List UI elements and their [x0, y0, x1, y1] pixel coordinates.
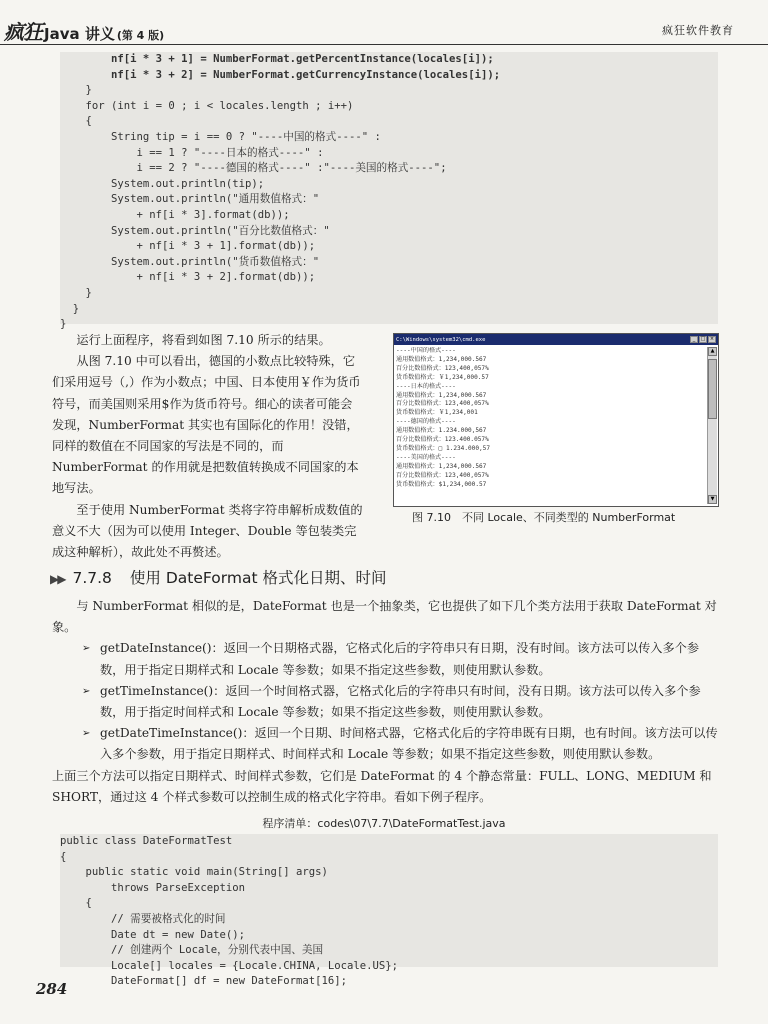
bullet-arrow-icon: ➢ [82, 643, 91, 655]
scroll-thumb [708, 359, 717, 419]
book-logo: 疯狂 [4, 20, 42, 44]
console-line: ----美国的格式---- [396, 453, 456, 461]
code-listing-bottom [60, 834, 718, 988]
console-line: 通用数值格式：1,234,000.567 [396, 355, 487, 363]
publisher-name: 疯狂软件教育 [662, 24, 734, 37]
section-title: 使用 DateFormat 格式化日期、时间 [129, 569, 387, 587]
code-line: + nf[i * 3].format(db)); [60, 208, 290, 221]
code-line: String tip = i == 0 ? "----中国的格式----" : [60, 130, 381, 143]
code-line: DateFormat[] df = new DateFormat[16]; [60, 975, 348, 988]
code-line: // 需要被格式化的时间 [60, 912, 226, 925]
code-line: nf[i * 3 + 1] = NumberFormat.getPercentInstance(locales[i]); [60, 53, 494, 65]
minimize-icon: _ [690, 336, 698, 343]
paragraph-style-constants: 上面三个方法可以指定日期样式、时间样式参数，它们是 DateFormat 的 4 个静态常量：FULL、LONG、MEDIUM 和 SHORT，通过这 4 个样式参数可以控制生成的格式化字符串。看如下例子程序。 [52, 768, 712, 804]
code-line: + nf[i * 3 + 2].format(db)); [60, 271, 316, 284]
section-arrows-icon: ▶▶ [50, 572, 65, 586]
console-scrollbar [707, 347, 717, 504]
code-line: nf[i * 3 + 2] = NumberFormat.getCurrencyInstance(locales[i]); [60, 68, 501, 81]
bullet-text: getDateTimeInstance()：返回一个日期、时间格式器，它格式化后的字符串既有日期，也有时间。该方法可以传入多个参数，用于指定日期样式、时间样式和 Locale 等参数；如果不指定这些参数，则使用默认参数。 [100, 726, 718, 762]
console-line: 货币数值格式：$1,234,000.57 [396, 480, 487, 488]
console-line: 通用数值格式：1,234,000.567 [396, 391, 487, 399]
console-line: 百分比数值格式：123,400,057% [396, 400, 489, 408]
console-line: 货币数值格式：□ 1.234.000,57 [396, 444, 491, 452]
bullet-arrow-icon: ➢ [82, 728, 91, 740]
console-line: 通用数值格式：1,234,000.567 [396, 462, 487, 470]
code-line: public static void main(String[] args) [60, 866, 328, 879]
code-line: } [60, 318, 67, 331]
paragraph-dateformat-intro: 与 NumberFormat 相似的是，DateFormat 也是一个抽象类，它也提供了如下几个类方法用于获取 DateFormat 对象。 [52, 599, 717, 635]
console-line: ----中国的格式---- [396, 347, 456, 354]
code-line: { [60, 115, 92, 128]
code-line: { [60, 897, 92, 910]
bullet-item-gettimeinstance [52, 681, 720, 723]
console-line: 百分比数值格式：123.400.057% [396, 436, 489, 444]
console-line: 百分比数值格式：123,400,057% [396, 471, 489, 479]
code-line: public class DateFormatTest [60, 835, 233, 847]
bullet-item-getdatetimeinstance [52, 723, 720, 765]
bullet-text: getDateInstance()：返回一个日期格式器，它格式化后的字符串只有日期，没有时间。该方法可以传入多个参数，用于指定日期样式和 Locale 等参数；如果不指定这些参数，则使用默认参数。 [100, 641, 700, 677]
code-top-lines [60, 52, 718, 333]
close-icon: × [709, 336, 715, 342]
book-header [4, 16, 164, 46]
code-line: System.out.println("通用数值格式：" [60, 193, 320, 206]
bullet-arrow-icon: ➢ [82, 685, 91, 697]
code-line: for (int i = 0 ; i < locales.length ; i++) [60, 99, 354, 112]
code-line: { [60, 850, 67, 863]
code-line: System.out.println(tip); [60, 177, 265, 190]
section-heading [50, 566, 386, 588]
console-title-bar [394, 334, 718, 345]
code-line: System.out.println("百分比数值格式：" [60, 224, 330, 237]
code-listing-top [60, 52, 718, 331]
code-line: + nf[i * 3 + 1].format(db)); [60, 240, 316, 253]
code-line: System.out.println("货币数值格式：" [60, 255, 320, 268]
console-line: 百分比数值格式：123,400,057% [396, 364, 489, 372]
code-line: throws ParseException [60, 881, 245, 894]
console-window-title: C:\Windows\system32\cmd.exe [396, 336, 486, 343]
paragraph-locale-explanation: 从图 7.10 中可以看出，德国的小数点比较特殊，它们采用逗号（,）作为小数点；中国、日本使用￥作为货币符号，而美国则采用$作为货币符号。细心的读者可能会发现，NumberFormat 其实也有国际化的作用！没错，同样的数值在不同国家的写法是不同的，而 NumberFormat 的作用就是把数值转换成不同国家的本地写法。 [52, 354, 361, 496]
code-line: Date dt = new Date(); [60, 928, 245, 941]
code-line: } [60, 286, 92, 299]
figure-caption: 图 7.10 不同 Locale、不同类型的 NumberFormat [412, 511, 676, 524]
section-number: 7.7.8 [72, 569, 112, 587]
code-line: i == 2 ? "----德国的格式----" :"----美国的格式----"; [60, 162, 447, 175]
book-title: Java 讲义 [44, 25, 115, 43]
main-text [52, 596, 720, 808]
listing-title: 程序清单：codes\07\7.7\DateFormatTest.java [262, 817, 506, 830]
console-line: 货币数值格式：￥1,234,000.57 [396, 373, 489, 381]
code-bottom-lines [60, 834, 718, 990]
page-number: 284 [36, 980, 68, 998]
book-edition: (第 4 版) [116, 29, 165, 42]
bullet-item-getdateinstance [52, 638, 720, 680]
console-line: 通用数值格式：1.234.000,567 [396, 427, 487, 435]
maximize-icon: □ [700, 336, 706, 342]
code-line: Locale[] locales = {Locale.CHINA, Locale.US}; [60, 959, 399, 972]
scroll-up-arrow-icon: ▲ [708, 347, 717, 356]
paragraph-result-intro: 运行上面程序，将看到如图 7.10 所示的结果。 [76, 333, 331, 347]
code-line: } [60, 302, 80, 315]
code-line: // 创建两个 Locale，分别代表中国、美国 [60, 944, 324, 957]
code-line: } [60, 84, 92, 97]
paragraph-parsing-note: 至于使用 NumberFormat 类将字符串解析成数值的意义不大（因为可以使用 Integer、Double 等包装类完成这种解析），故此处不再赘述。 [52, 502, 363, 560]
console-screenshot-figure [393, 333, 719, 507]
console-window-buttons [690, 336, 716, 343]
console-output [396, 347, 706, 504]
code-line: i == 1 ? "----日本的格式----" : [60, 146, 324, 159]
console-line: 货币数值格式：￥1,234,001 [396, 409, 478, 417]
header-rule [0, 44, 768, 45]
scroll-down-arrow-icon: ▼ [708, 495, 717, 504]
console-line: ----日本的格式---- [396, 382, 456, 390]
bullet-text: getTimeInstance()：返回一个时间格式器，它格式化后的字符串只有时间，没有日期。该方法可以传入多个参数，用于指定时间样式和 Locale 等参数；如果不指定这些参数，则使用默认参数。 [100, 683, 701, 720]
console-line: ----德国的格式---- [396, 418, 456, 426]
left-column-text [52, 330, 364, 563]
